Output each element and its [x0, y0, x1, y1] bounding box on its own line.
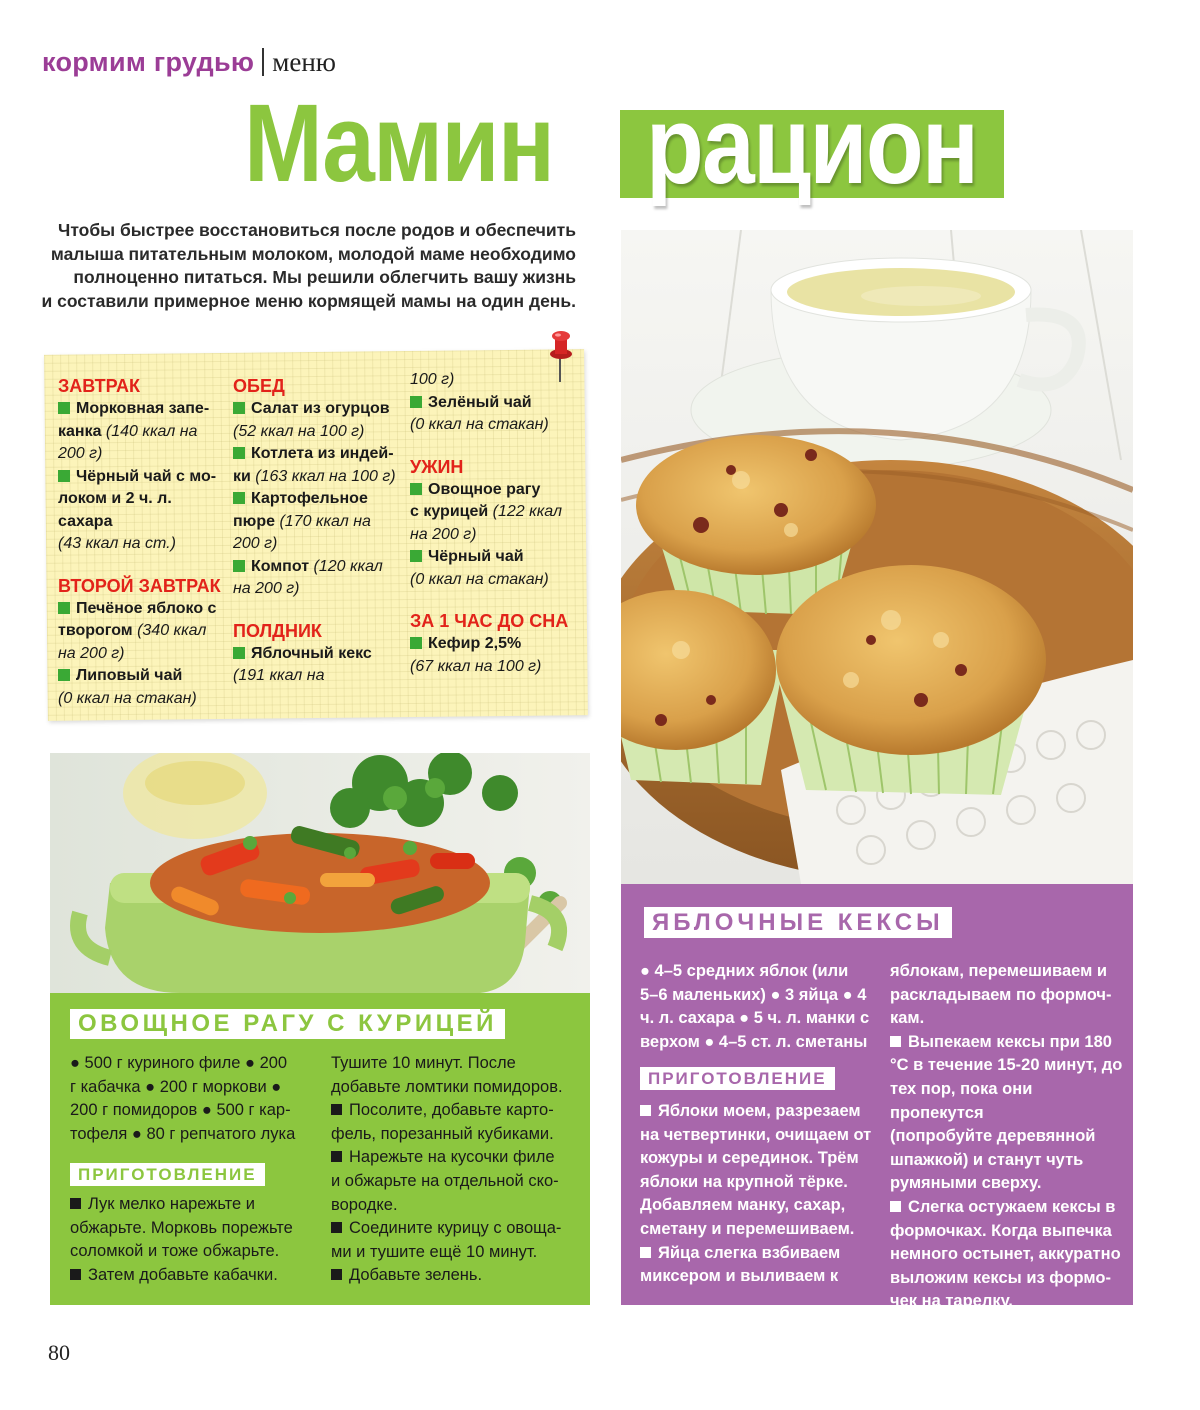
menu-item-name: Печёное яблоко с: [76, 599, 217, 617]
bullet-square-icon: [233, 492, 245, 504]
ragout-ingredients: [70, 1052, 320, 1146]
step-line: [890, 1125, 1130, 1149]
step-line: [331, 1217, 583, 1241]
step-bullet-icon: [890, 1201, 901, 1212]
muffins-recipe-title: ЯБЛОЧНЫЕ КЕКСЫ: [644, 907, 952, 938]
muffins-prep-label: ПРИГОТОВЛЕНИЕ: [640, 1067, 835, 1090]
title-word-2: рацион: [646, 84, 978, 207]
step-line: [70, 1264, 322, 1288]
step-bullet-icon: [331, 1151, 342, 1162]
step-line: [890, 1196, 1130, 1220]
menu-item-line: [58, 533, 228, 556]
menu-item-kcal: 200 г): [233, 535, 278, 552]
ingredient-line: ● 500 г куриного филе ● 200: [70, 1054, 288, 1072]
ingredient-line: ● 4–5 средних яблок (или: [640, 962, 849, 980]
bullet-square-icon: [233, 402, 245, 414]
bullet-square-icon: [58, 470, 70, 482]
menu-item-line: [233, 443, 405, 466]
ragout-steps-col-2: [331, 1052, 583, 1288]
menu-item-name: Кефир 2,5%: [428, 635, 522, 652]
page-number: 80: [48, 1340, 70, 1365]
step-text: Яблоки моем, разрезаем: [658, 1102, 861, 1120]
step-line: [640, 1124, 880, 1148]
meal-spacer: [410, 591, 580, 607]
step-line: [890, 984, 1130, 1008]
step-text: Соедините курицу с овоща-: [349, 1219, 562, 1238]
ragout-photo: [50, 753, 590, 993]
step-text: тех пор, пока они пропекутся: [890, 1079, 1033, 1122]
step-line: [890, 1243, 1130, 1267]
menu-item-line: [58, 488, 228, 533]
bullet-square-icon: [410, 396, 422, 408]
step-text: Посолите, добавьте карто-: [349, 1101, 554, 1120]
step-bullet-icon: [331, 1104, 342, 1115]
muffins-ingredients: [640, 960, 880, 1054]
menu-item-line: [410, 392, 580, 415]
menu-item-name: Зелёный чай: [428, 393, 532, 411]
step-line: [640, 1171, 880, 1195]
step-line: [890, 1007, 1130, 1031]
menu-item-line: [410, 524, 580, 547]
menu-item-line: [410, 546, 580, 569]
muffins-steps-col-2: [890, 960, 1130, 1314]
step-text: Тушите 10 минут. После: [331, 1054, 516, 1072]
menu-item-line: [58, 620, 228, 643]
menu-item-kcal: (170 ккал на: [275, 512, 371, 530]
menu-item-kcal: (191 ккал на: [233, 667, 325, 684]
step-text: Добавляем манку, сахар,: [640, 1196, 846, 1215]
intro-line: Чтобы быстрее восстановиться после родов и обеспечить: [58, 220, 576, 240]
step-line: [640, 1265, 880, 1289]
step-text: добавьте ломтики помидоров.: [331, 1077, 563, 1096]
step-text: кам.: [890, 1009, 925, 1028]
step-bullet-icon: [331, 1222, 342, 1233]
ragout-steps-col-1: [70, 1193, 322, 1287]
step-text: ми и тушите ещё 10 минут.: [331, 1242, 538, 1261]
menu-item-name: Котлета из индей-: [251, 445, 394, 462]
step-text: Лук мелко нарежьте и: [88, 1195, 255, 1213]
ragout-photo-image: [50, 753, 590, 993]
ingredient-line: ч. л. сахара ● 5 ч. л. манки с: [640, 1009, 870, 1028]
bullet-square-icon: [58, 402, 70, 414]
menu-item-line: [233, 665, 405, 688]
menu-item-line: [233, 466, 405, 489]
bullet-square-icon: [233, 560, 245, 572]
bullet-square-icon: [233, 647, 245, 659]
step-bullet-icon: [331, 1269, 342, 1280]
muffins-steps-col-1: [640, 1100, 880, 1289]
meal-title: ВТОРОЙ ЗАВТРАК: [58, 575, 221, 596]
menu-column-3: [410, 369, 580, 678]
step-line: [640, 1147, 880, 1171]
menu-item-kcal: (0 ккал на стакан): [410, 570, 549, 588]
menu-item-line: [58, 598, 228, 621]
step-text: (попробуйте деревянной: [890, 1127, 1096, 1146]
menu-item-line: [410, 501, 580, 524]
step-line: [640, 1194, 880, 1218]
step-text: Выпекаем кексы при 180: [908, 1032, 1112, 1051]
intro-line: полноценно питаться. Мы решили облегчить вашу жизнь: [73, 267, 576, 288]
step-line: [890, 1031, 1130, 1055]
menu-item-kcal: на 200 г): [410, 525, 477, 543]
menu-item-line: [58, 665, 228, 688]
step-text: чек на тарелку.: [890, 1292, 1013, 1311]
menu-item-name: Овощное рагу: [428, 480, 541, 498]
step-text: фель, порезанный кубиками.: [331, 1124, 554, 1143]
step-line: [890, 1054, 1130, 1078]
bullet-square-icon: [410, 483, 422, 495]
step-line: [331, 1241, 583, 1265]
step-text: раскладываем по формоч-: [890, 985, 1112, 1004]
menu-item-line: [58, 466, 228, 489]
step-text: °С в течение 15-20 минут, до: [890, 1056, 1123, 1075]
section-header: [42, 44, 336, 80]
menu-item-name: Чёрный чай с мо-: [76, 467, 217, 485]
meal-spacer: [233, 601, 405, 617]
step-line: [331, 1264, 583, 1288]
step-line: [331, 1146, 583, 1170]
menu-item-kcal: (52 ккал на 100 г): [233, 422, 365, 440]
menu-item-name: творогом: [58, 622, 133, 639]
step-bullet-icon: [890, 1036, 901, 1047]
title-word-1: Мамин: [244, 82, 554, 205]
menu-item-kcal: (67 ккал на 100 г): [410, 657, 542, 675]
step-line: [640, 1242, 880, 1266]
menu-item-kcal: (0 ккал на стакан): [410, 416, 549, 433]
meal-title: ЗАВТРАК: [58, 376, 140, 396]
menu-item-name: канка: [58, 422, 102, 440]
menu-item-name: Липовый чай: [76, 667, 183, 684]
menu-item-line: [233, 643, 405, 666]
menu-item-line: [410, 656, 580, 679]
step-text: яблоки на крупной тёрке.: [640, 1172, 848, 1191]
menu-item-line: [410, 569, 580, 592]
menu-item-line: [233, 511, 405, 534]
step-line: [331, 1123, 583, 1147]
meal-title: ОБЕД: [233, 376, 285, 396]
step-bullet-icon: [70, 1269, 81, 1280]
menu-item-name: Чёрный чай: [428, 548, 524, 565]
step-line: [331, 1170, 583, 1194]
menu-item-name: Салат из огурцов: [251, 400, 390, 417]
step-text: выложим кексы из формо-: [890, 1268, 1111, 1287]
muffins-photo-image: [621, 230, 1133, 884]
step-text: немного остынет, аккуратно: [890, 1245, 1121, 1264]
bullet-square-icon: [58, 602, 70, 614]
menu-item-line: [58, 643, 228, 666]
menu-item-line: [410, 633, 580, 656]
step-line: [331, 1052, 583, 1076]
menu-item-line: [233, 578, 405, 601]
ragout-prep-label: ПРИГОТОВЛЕНИЕ: [70, 1163, 265, 1186]
rubric-label: кормим грудью: [42, 47, 255, 77]
section-label: меню: [272, 47, 336, 77]
menu-item-kcal: на 200 г): [233, 580, 300, 597]
header-divider: [262, 48, 264, 76]
step-line: [890, 1290, 1130, 1314]
menu-item-name: Компот: [251, 557, 310, 575]
ingredient-line: 5–6 маленьких) ● 3 яйца ● 4: [640, 985, 867, 1004]
step-text: на четвертинки, очищаем от: [640, 1125, 872, 1144]
menu-item-line: [233, 556, 405, 579]
bullet-square-icon: [233, 447, 245, 459]
menu-item-kcal: на 200 г): [58, 644, 125, 662]
step-line: [890, 1267, 1130, 1291]
step-text: соломкой и тоже обжарьте.: [70, 1242, 280, 1261]
menu-item-kcal: (122 ккал: [488, 503, 562, 520]
menu-item-line: [410, 479, 580, 502]
step-line: [70, 1240, 322, 1264]
menu-item-name: Морковная запе-: [76, 400, 210, 417]
intro-line: малыша питательным молоком, молодой маме необходимо: [50, 243, 576, 264]
step-bullet-icon: [640, 1105, 651, 1116]
step-line: [640, 1218, 880, 1242]
step-text: шпажкой) и станут чуть: [890, 1150, 1084, 1169]
bullet-square-icon: [410, 637, 422, 649]
menu-item-kcal: (43 ккал на ст.): [58, 535, 176, 552]
step-text: Яйца слегка взбиваем: [658, 1243, 841, 1262]
ingredient-line: тофеля ● 80 г репчатого лука: [70, 1124, 296, 1143]
meal-title: УЖИН: [410, 456, 464, 477]
menu-item-name: локом и 2 ч. л. сахара: [58, 490, 172, 530]
step-text: Затем добавьте кабачки.: [88, 1265, 278, 1284]
menu-continuation: 100 г): [410, 371, 455, 388]
meal-title: ПОЛДНИК: [233, 620, 322, 641]
ingredient-line: 200 г помидоров ● 500 г кар-: [70, 1101, 291, 1120]
step-text: яблокам, перемешиваем и: [890, 962, 1108, 980]
menu-item-kcal: (163 ккал на 100 г): [250, 467, 396, 485]
step-text: сметану и перемешиваем.: [640, 1219, 855, 1238]
bullet-square-icon: [58, 669, 70, 681]
menu-item-kcal: (140 ккал на: [101, 422, 198, 440]
step-text: Добавьте зелень.: [349, 1266, 483, 1285]
step-text: и обжарьте на отдельной ско-: [331, 1171, 559, 1190]
step-text: Слегка остужаем кексы в: [908, 1197, 1116, 1216]
meal-spacer: [410, 437, 580, 453]
step-line: [640, 1100, 880, 1124]
menu-column-1: [58, 372, 228, 710]
meal-title: ЗА 1 ЧАС ДО СНА: [410, 611, 569, 631]
step-line: [890, 1078, 1130, 1125]
menu-item-line: [233, 398, 405, 421]
menu-column-2: [233, 372, 405, 688]
step-text: вородке.: [331, 1195, 398, 1214]
step-line: [890, 1172, 1130, 1196]
menu-item-kcal: (0 ккал на стакан): [58, 689, 197, 707]
muffins-photo: [621, 230, 1133, 884]
step-text: миксером и выливаем к: [640, 1267, 839, 1286]
step-line: [331, 1076, 583, 1100]
step-line: [890, 1149, 1130, 1173]
step-text: кожуры и серединок. Трём: [640, 1149, 859, 1168]
menu-item-line: [233, 488, 405, 511]
menu-item-name: с курицей: [410, 503, 489, 520]
ragout-recipe-title: ОВОЩНОЕ РАГУ С КУРИЦЕЙ: [70, 1009, 505, 1039]
menu-item-line: [58, 688, 228, 711]
menu-item-line: [58, 421, 228, 444]
step-line: [890, 1220, 1130, 1244]
step-text: Нарежьте на кусочки филе: [349, 1148, 555, 1167]
menu-item-name: пюре: [233, 512, 275, 530]
menu-item-line: [233, 421, 405, 444]
meal-spacer: [58, 556, 228, 572]
menu-item-line: [233, 533, 405, 556]
step-line: [890, 960, 1130, 984]
step-line: [70, 1193, 322, 1217]
ingredient-line: г кабачка ● 200 г моркови ●: [70, 1077, 282, 1096]
bullet-square-icon: [410, 550, 422, 562]
step-line: [331, 1099, 583, 1123]
step-bullet-icon: [640, 1247, 651, 1258]
step-text: румяными сверху.: [890, 1174, 1042, 1193]
intro-line: и составили примерное меню кормящей мамы на один день.: [41, 290, 576, 311]
ingredient-line: верхом ● 4–5 ст. л. сметаны: [640, 1032, 868, 1051]
step-line: [331, 1194, 583, 1218]
step-text: формочках. Когда выпечка: [890, 1221, 1112, 1240]
menu-item-name: Яблочный кекс: [251, 644, 372, 662]
menu-item-line: [58, 443, 228, 466]
menu-item-name: Картофельное: [251, 490, 368, 507]
step-bullet-icon: [70, 1198, 81, 1209]
menu-item-line: [410, 414, 580, 437]
menu-item-name: ки: [233, 467, 251, 485]
step-text: обжарьте. Морковь порежьте: [70, 1218, 293, 1237]
menu-item-kcal: (120 ккал: [309, 557, 383, 575]
menu-item-line: [58, 398, 228, 421]
step-line: [70, 1217, 322, 1241]
menu-item-kcal: (340 ккал: [132, 622, 207, 639]
menu-item-kcal: 200 г): [58, 445, 103, 462]
intro-paragraph: [40, 219, 576, 313]
